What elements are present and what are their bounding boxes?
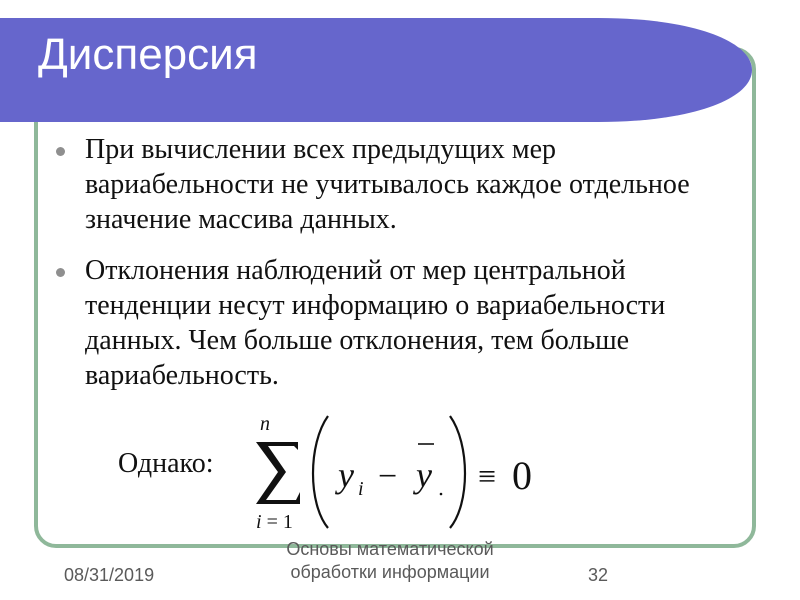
minus-sign: − — [378, 458, 398, 495]
page-number: 32 — [588, 565, 609, 585]
bullet-list — [52, 132, 742, 409]
identity-sign: ≡ — [478, 458, 497, 494]
formula-result: 0 — [512, 453, 532, 498]
mean-dot — [440, 493, 443, 496]
footer-title — [250, 538, 530, 584]
formula-label: Однако: — [118, 448, 214, 479]
bullet-text: Отклонения наблюдений от мер центральной тенденции несут информацию о вариабельности данных. Чем больше отклонения, тем больше вариабельность. — [85, 255, 666, 391]
sum-upper: n — [260, 413, 270, 435]
right-paren — [450, 416, 465, 528]
footer-title-line2: обработки информации — [290, 562, 490, 582]
svg-text:i = 1 — [256, 511, 293, 533]
bullet-dot-icon — [56, 268, 65, 277]
sum-lower-eq: = — [266, 511, 278, 533]
bullet-text: При вычислении всех предыдущих мер вариабельности не учитывалось каждое отдельное значение массива данных. — [85, 134, 690, 235]
left-paren — [313, 416, 328, 528]
mean-var: y — [416, 455, 432, 495]
slide-title: Дисперсия — [38, 30, 258, 79]
sum-lower-var: i — [256, 511, 262, 533]
footer-date: 08/31/2019 — [64, 565, 155, 585]
term-var: y — [338, 455, 354, 495]
sigma-icon — [256, 442, 300, 504]
term-sub: i — [358, 478, 364, 500]
sum-lower-val: 1 — [282, 511, 293, 533]
formula — [240, 410, 560, 535]
footer-title-line1: Основы математической — [286, 539, 494, 559]
bullet-item — [52, 132, 742, 237]
bullet-item — [52, 253, 742, 393]
bullet-dot-icon — [56, 147, 65, 156]
